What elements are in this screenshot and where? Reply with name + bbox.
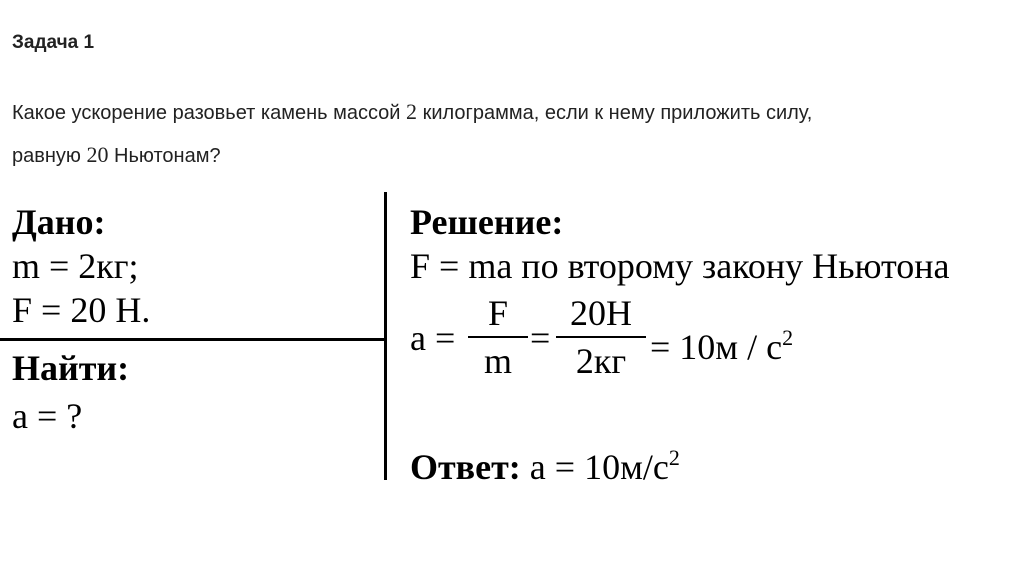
vertical-divider xyxy=(384,192,387,480)
solution-result-exponent: 2 xyxy=(782,325,794,350)
task-text xyxy=(12,91,1012,177)
find-value: a = ? xyxy=(12,396,83,436)
solution-result-text: = 10м / с xyxy=(650,327,783,367)
given-force: F = 20 Н. xyxy=(12,290,151,330)
mass-value: 2 xyxy=(406,99,418,124)
force-value: 20 xyxy=(86,142,109,167)
task-text-part: равную xyxy=(12,145,87,167)
answer-label: Ответ: xyxy=(410,447,521,487)
solution-result xyxy=(650,318,793,367)
task-text-part: Какое ускорение разовьет камень массой xyxy=(12,102,407,124)
find-heading: Найти: xyxy=(12,348,130,388)
solution-law: F = ma по второму закону Ньютона xyxy=(410,246,950,286)
fraction-denominator: 2кг xyxy=(575,341,627,381)
given-mass: m = 2кг; xyxy=(12,246,139,286)
solution-heading: Решение: xyxy=(410,202,564,242)
fraction-bar xyxy=(468,336,528,338)
given-heading: Дано: xyxy=(12,202,106,242)
answer-value: a = 10м/с xyxy=(529,447,669,487)
answer-exponent: 2 xyxy=(668,445,680,470)
task-title: Задача 1 xyxy=(12,32,95,53)
task-text-part: Ньютонам? xyxy=(108,145,221,167)
solution-image xyxy=(0,188,1024,488)
horizontal-divider xyxy=(0,338,386,341)
task-text-part: килограмма, если к нему приложить силу, xyxy=(417,102,813,124)
fraction-f-over-m xyxy=(468,292,528,382)
fraction-numerator: F xyxy=(487,293,509,333)
fraction-numerator: 20Н xyxy=(570,293,632,333)
fraction-denominator: m xyxy=(483,341,512,381)
answer-line xyxy=(410,438,680,487)
solution-a-eq: a = xyxy=(410,318,456,358)
solution-eq: = xyxy=(530,318,551,358)
fraction-bar xyxy=(556,336,646,338)
fraction-20n-over-2kg xyxy=(556,292,646,382)
